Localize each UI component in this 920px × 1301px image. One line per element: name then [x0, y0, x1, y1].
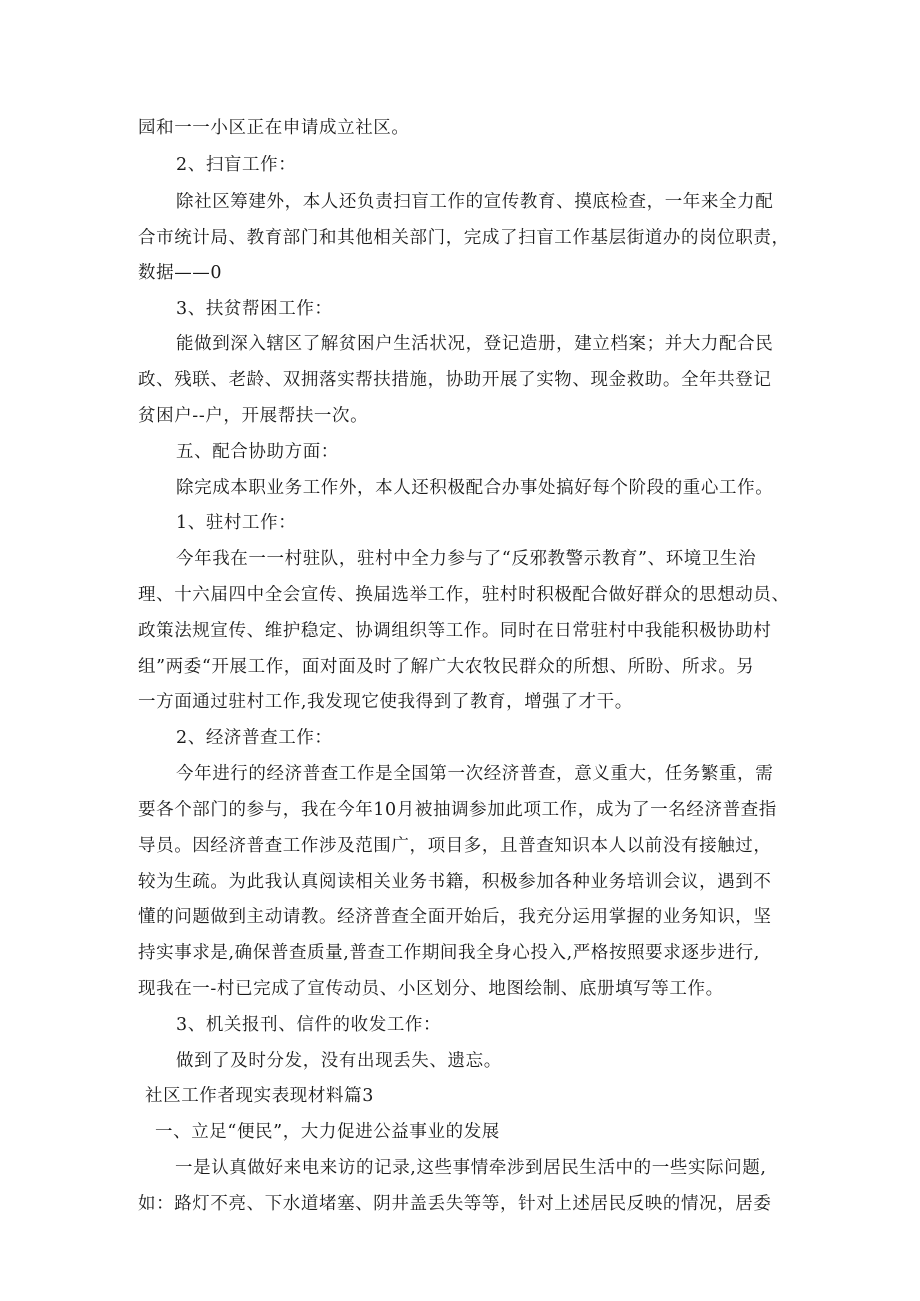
section-heading: 3、扶贫帮困工作： [176, 299, 333, 319]
chapter-title: 社区工作者现实表现材料篇3 [145, 1086, 374, 1106]
body-line: 较为生疏。为此我认真阅读相关业务书籍，积极参加各种业务培训会议，遇到不 [138, 872, 772, 892]
body-line: 组”两委“开展工作，面对面及时了解广大农牧民群众的所想、所盼、所求。另 [138, 657, 755, 677]
paragraph-start: 今年我在一一村驻队，驻村中全力参与了“反邪教警示教育”、环境卫生治 [176, 549, 757, 569]
section-heading: 五、配合协助方面： [176, 442, 339, 462]
section-heading: 1、驻村工作： [176, 513, 297, 533]
body-line: 理、十六届四中全会宣传、换届选举工作，驻村时积极配合做好群众的思想动员、 [138, 585, 790, 605]
paragraph-start: 除社区筹建外，本人还负责扫盲工作的宣传教育、摸底检查，一年来全力配 [176, 192, 774, 212]
section-heading: 一、立足“便民”，大力促进公益事业的发展 [155, 1122, 500, 1142]
body-line: 要各个部门的参与，我在今年10月被抽调参加此项工作，成为了一名经济普查指 [138, 800, 777, 820]
body-line: 现我在一-村已完成了宣传动员、小区划分、地图绘制、底册填写等工作。 [138, 979, 724, 999]
body-line: 政策法规宣传、维护稳定、协调组织等工作。同时在日常驻村中我能积极协助村 [138, 621, 772, 641]
section-heading: 3、机关报刊、信件的收发工作： [176, 1015, 442, 1035]
paragraph-start: 做到了及时分发，没有出现丢失、遗忘。 [176, 1051, 502, 1071]
section-heading: 2、经济普查工作： [176, 728, 333, 748]
paragraph-start: 一是认真做好来电来访的记录,这些事情牵涉到居民生活中的一些实际问题, [175, 1158, 767, 1178]
body-line: 如：路灯不亮、下水道堵塞、阴井盖丢失等等，针对上述居民反映的情况，居委 [138, 1194, 772, 1214]
body-line: 数据——0 [138, 263, 223, 283]
body-line: 政、残联、老龄、双拥落实帮扶措施，协助开展了实物、现金救助。全年共登记 [138, 370, 772, 390]
body-line: 园和一一小区正在申请成立社区。 [138, 118, 410, 138]
body-line: 懂的问题做到主动请教。经济普查全面开始后，我充分运用掌握的业务知识，坚 [138, 907, 772, 927]
body-line: 合市统计局、教育部门和其他相关部门，完成了扫盲工作基层街道办的岗位职责， [138, 228, 790, 248]
body-line: 一方面通过驻村工作,我发现它使我得到了教育，增强了才干。 [138, 692, 633, 712]
paragraph-start: 今年进行的经济普查工作是全国第一次经济普查，意义重大，任务繁重，需 [176, 764, 774, 784]
section-heading: 2、扫盲工作： [176, 155, 297, 175]
paragraph-start: 除完成本职业务工作外，本人还积极配合办事处搞好每个阶段的重心工作。 [176, 478, 774, 498]
body-line: 贫困户--户，开展帮扶一次。 [138, 406, 369, 426]
body-line: 导员。因经济普查工作涉及范围广，项目多，且普查知识本人以前没有接触过， [138, 836, 772, 856]
paragraph-start: 能做到深入辖区了解贫困户生活状况，登记造册，建立档案；并大力配合民 [176, 334, 774, 354]
body-line: 持实事求是,确保普查质量,普查工作期间我全身心投入,严格按照要求逐步进行, [138, 943, 760, 963]
